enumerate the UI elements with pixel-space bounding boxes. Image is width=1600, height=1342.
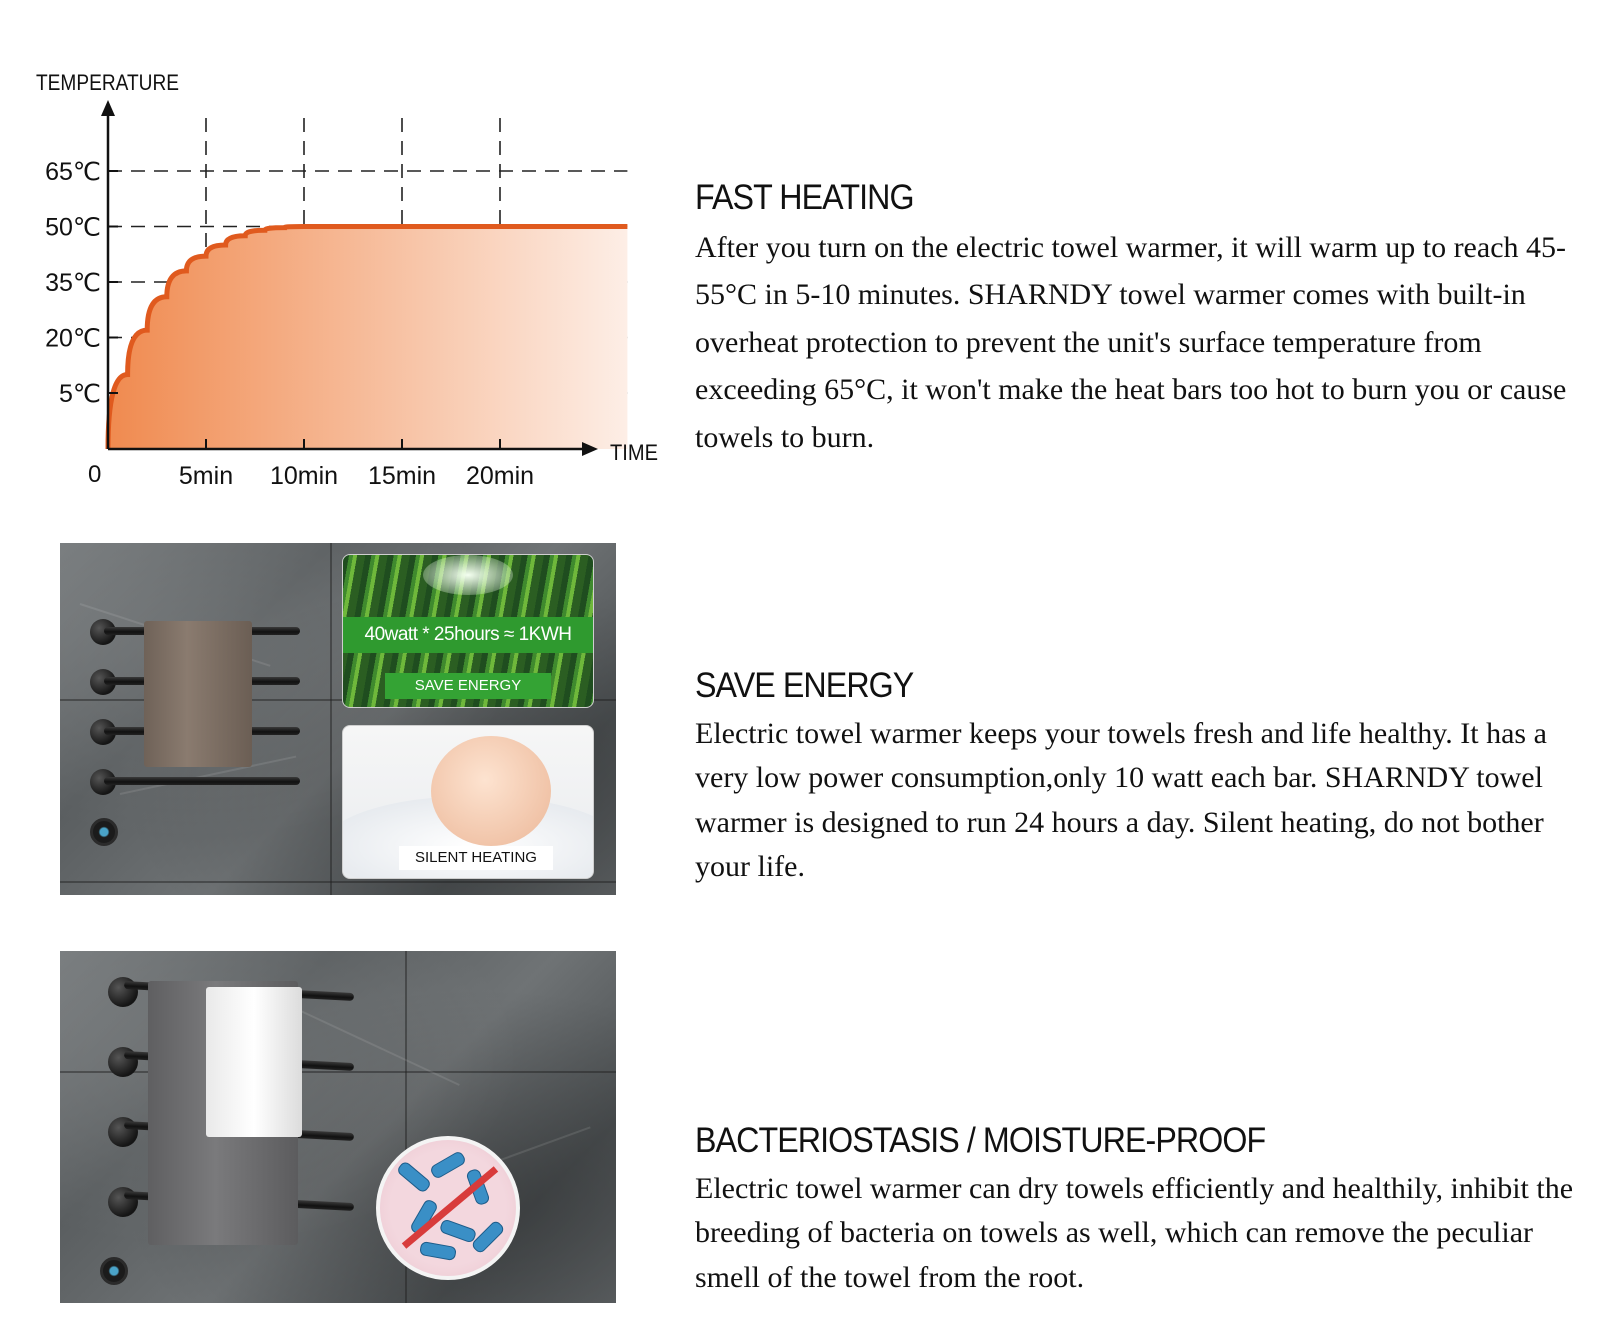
- x-tick-label: 20min: [465, 462, 535, 490]
- feature-save-energy: [695, 666, 1575, 890]
- x-tick-label: 5min: [178, 462, 234, 490]
- y-axis-label: TEMPERATURE: [36, 70, 179, 95]
- x-axis-label: TIME: [610, 440, 658, 465]
- power-switch-icon: [100, 1257, 128, 1285]
- y-tick-label: 20℃: [45, 324, 101, 353]
- x-tick-label: 15min: [367, 462, 437, 490]
- feature-body: After you turn on the electric towel warmer, it will warm up to reach 45-55°C in 5-10 minutes. SHARNDY towel warmer comes with built-in overheat protection to prevent the unit's surface temperature from exceeding 65°C, it won't make the heat bars too hot to burn you or cause towels to burn.: [695, 231, 1567, 454]
- energy-badge: [342, 554, 594, 708]
- silent-heating-tag: SILENT HEATING: [399, 846, 553, 870]
- feature-title: SAVE ENERGY: [695, 666, 914, 705]
- sleeping-baby-icon: [431, 736, 551, 846]
- feature-title: BACTERIOSTASIS / MOISTURE-PROOF: [695, 1121, 1266, 1160]
- silent-heating-badge: [342, 725, 594, 879]
- heating-area: [108, 227, 627, 450]
- power-switch-icon: [90, 818, 118, 846]
- y-axis-arrow-icon: [101, 100, 115, 116]
- bacteriostasis-photo: [60, 951, 616, 1303]
- feature-body: Electric towel warmer keeps your towels fresh and life healthy. It has a very low power consumption,only 10 watt each bar. SHARNDY towel warmer is designed to run 24 hours a day. Silent heating, do not bother your life.: [695, 717, 1547, 884]
- origin-label: 0: [88, 461, 102, 488]
- towel: [144, 621, 252, 767]
- save-energy-photo: [60, 543, 616, 895]
- feature-body: Electric towel warmer can dry towels efficiently and healthily, inhibit the breeding of bacteria on towels as well, which can remove the peculiar smell of the towel from the root.: [695, 1172, 1574, 1294]
- y-tick-label: 50℃: [45, 213, 101, 242]
- y-tick-label: 65℃: [45, 158, 101, 186]
- bacteria-blocked-icon: [376, 1136, 520, 1280]
- feature-bacteriostasis: [695, 1121, 1575, 1300]
- energy-formula: 40watt * 25hours ≈ 1KWH: [343, 617, 593, 653]
- white-towel: [206, 987, 302, 1137]
- feature-title: FAST HEATING: [695, 178, 914, 217]
- y-tick-label: 5℃: [59, 380, 101, 408]
- feature-fast-heating: [695, 178, 1575, 461]
- x-tick-label: 10min: [269, 462, 339, 490]
- y-tick-label: 35℃: [45, 269, 101, 297]
- heating-curve-chart: [0, 0, 680, 520]
- save-energy-tag: SAVE ENERGY: [385, 673, 551, 699]
